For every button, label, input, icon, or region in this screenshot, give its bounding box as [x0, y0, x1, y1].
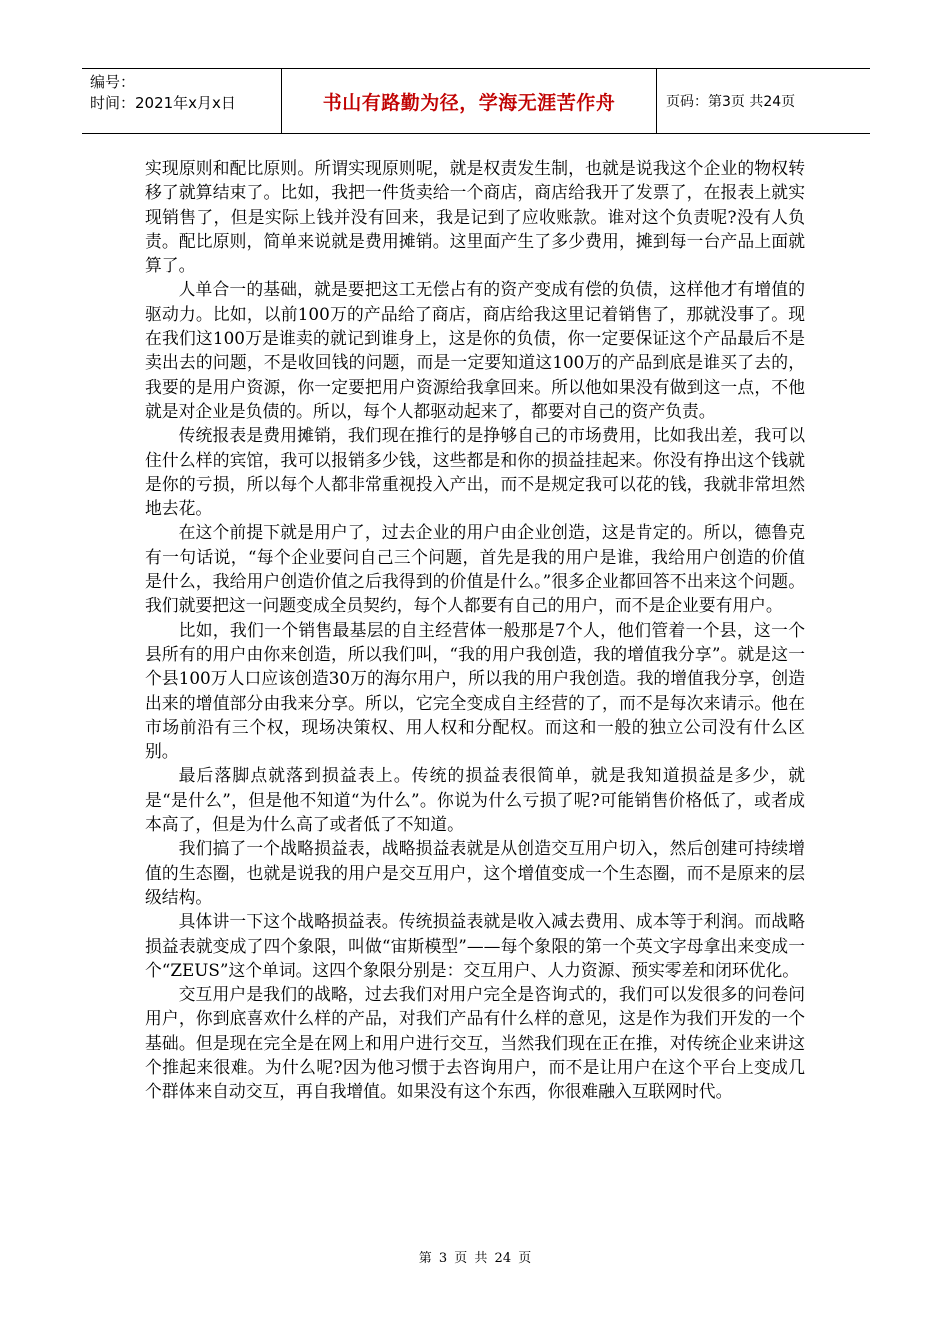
time-label: 时间：2021年x月x日: [90, 94, 236, 112]
paragraph: 交互用户是我们的战略，过去我们对用户完全是咨询式的，我们可以发很多的问卷问用户，你到底喜欢什么样的产品，对我们产品有什么样的意见，这是作为我们开发的一个基础。但是现在完全是在网上和用户进行交互，当然我们现在正在推，对传统企业来讲这个推起来很难。为什么呢?因为他习惯于去咨询用户，而不是让用户在这个平台上变成几个群体来自动交互，再自我增值。如果没有这个东西，你很难融入互联网时代。: [145, 984, 805, 1102]
page-header: [82, 68, 870, 134]
paragraph: 最后落脚点就落到损益表上。传统的损益表很简单，就是我知道损益是多少，就是“是什么”，但是他不知道“为什么”。你说为什么亏损了呢?可能销售价格低了，或者成本高了，但是为什么高了或者低了不知道。: [145, 765, 805, 835]
paragraph: 实现原则和配比原则。所谓实现原则呢，就是权责发生制，也就是说我这个企业的物权转移了就算结束了。比如，我把一件货卖给一个商店，商店给我开了发票了，在报表上就实现销售了，但是实际上钱并没有回来，我是记到了应收账款。谁对这个负责呢?没有人负责。配比原则，简单来说就是费用摊销。这里面产生了多少费用，摊到每一台产品上面就算了。: [145, 158, 805, 276]
header-page-code: 页码：第3页 共24页: [666, 94, 796, 110]
serial-label: 编号：: [90, 73, 136, 91]
header-divider: [656, 69, 657, 133]
paragraph: 具体讲一下这个战略损益表。传统损益表就是收入减去费用、成本等于利润。而战略损益表就变成了四个象限，叫做“宙斯模型”——每个象限的第一个英文字母拿出来变成一个“ZEUS”这个单词。这四个象限分别是：交互用户、人力资源、预实零差和闭环优化。: [145, 911, 805, 980]
document-body: [145, 156, 805, 1104]
paragraph: 比如，我们一个销售最基层的自主经营体一般那是7个人，他们管着一个县，这一个县所有的用户由你来创造，所以我们叫，“我的用户我创造，我的增值我分享”。就是这一个县100万人口应该创造30万的海尔用户，所以我的用户我创造。我的增值我分享，创造出来的增值部分由我来分享。所以，它完全变成自主经营的了，而不是每次来请示。他在市场前沿有三个权，现场决策权、用人权和分配权。而这和一般的独立公司没有什么区别。: [145, 619, 805, 762]
paragraph: 人单合一的基础，就是要把这工无偿占有的资产变成有偿的负债，这样他才有增值的驱动力。比如，以前100万的产品给了商店，商店给我这里记着销售了，那就没事了。现在我们这100万是谁卖的就记到谁身上，这是你的负债，你一定要保证这个产品最后不是卖出去的问题，不是收回钱的问题，而是一定要知道这100万的产品到底是谁买了去的，我要的是用户资源，你一定要把用户资源给我拿回来。所以他如果没有做到这一点，不他就是对企业是负债的。所以，每个人都驱动起来了，都要对自己的资产负责。: [145, 279, 805, 421]
page-footer: 第 3 页 共 24 页: [418, 1251, 532, 1266]
header-meta: [90, 72, 275, 114]
paragraph: 传统报表是费用摊销，我们现在推行的是挣够自己的市场费用，比如我出差，我可以住什么样的宾馆，我可以报销多少钱，这些都是和你的损益挂起来。你没有挣出这个钱就是你的亏损，所以每个人都非常重视投入产出，而不是规定我可以花的钱，我就非常坦然地去花。: [145, 425, 805, 519]
paragraph: 在这个前提下就是用户了，过去企业的用户由企业创造，这是肯定的。所以，德鲁克有一句话说，“每个企业要问自己三个问题，首先是我的用户是谁，我给用户创造的价值是什么，我给用户创造价值之后我得到的价值是什么。”很多企业都回答不出来这个问题。我们就要把这一问题变成全员契约，每个人都要有自己的用户，而不是企业要有用户。: [145, 522, 805, 616]
header-motto: 书山有路勤为径，学海无涯苦作舟: [322, 91, 616, 114]
paragraph: 我们搞了一个战略损益表，战略损益表就是从创造交互用户切入，然后创建可持续增值的生态圈，也就是说我的用户是交互用户，这个增值变成一个生态圈，而不是原来的层级结构。: [145, 838, 805, 907]
